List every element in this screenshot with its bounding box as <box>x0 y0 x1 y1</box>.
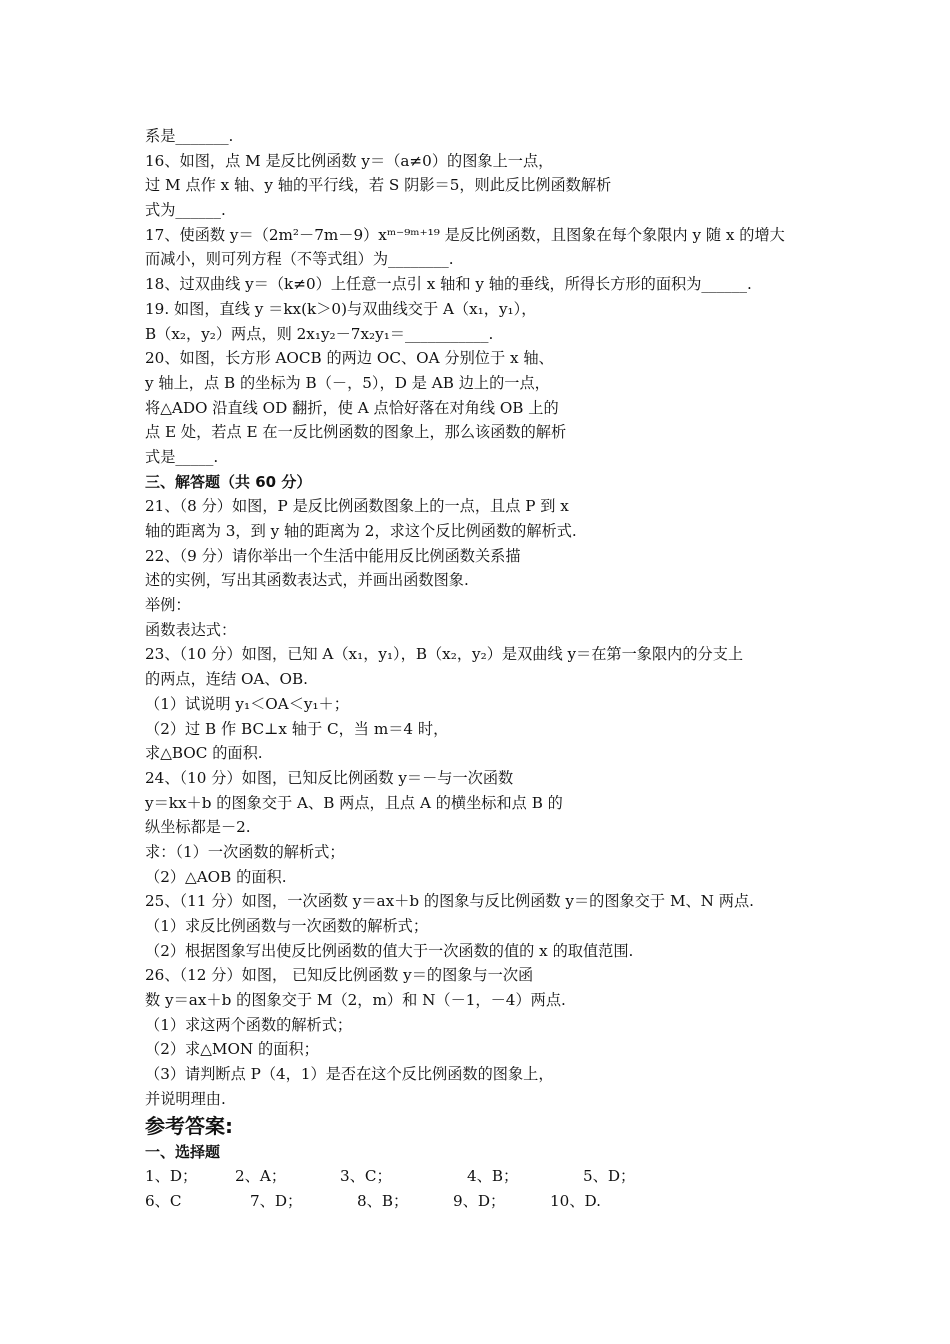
text-line: （1）求反比例函数与一次函数的解析式； <box>145 917 429 935</box>
text-line: 函数表达式： <box>145 620 237 639</box>
text-line: 轴的距离为 3，到 y 轴的距离为 2，求这个反比例函数的解析式. <box>145 522 577 540</box>
text-line: 系是_______. <box>145 127 234 145</box>
answer-row-1 <box>145 1164 825 1189</box>
text-line: 并说明理由. <box>145 1089 226 1108</box>
section-heading-1: 一、选择题 <box>145 1142 221 1161</box>
question-22: 22、（9 分）请你举出一个生活中能用反比例函数关系描 <box>145 546 521 565</box>
answer-item: 8、B； <box>357 1191 409 1210</box>
text-line: （3）请判断点 P（4，1）是否在这个反比例函数的图象上， <box>145 1065 554 1084</box>
question-17: 17、使函数 y＝（2m²－7m－9）xᵐ⁻⁹ᵐ⁺¹⁹ 是反比例函数，且图象在每个象限内 y 随 x 的增大 <box>145 225 785 244</box>
text-line: 式为______. <box>145 201 226 220</box>
document-page <box>145 124 825 1214</box>
text-line: y 轴上，点 B 的坐标为 B（－，5），D 是 AB 边上的一点， <box>145 373 550 392</box>
answers-heading: 参考答案: <box>145 1113 233 1138</box>
answer-item: 1、D； <box>145 1167 198 1186</box>
question-25: 25、（11 分）如图，一次函数 y＝ax＋b 的图象与反比例函数 y＝的图象交于 M、N 两点. <box>145 892 754 911</box>
question-24: 24、（10 分）如图，已知反比例函数 y＝－与一次函数 <box>145 768 514 787</box>
text-line: 将△ADO 沿直线 OD 翻折，使 A 点恰好落在对角线 OB 上的 <box>145 398 559 417</box>
text-line: （2）求△MON 的面积； <box>145 1040 319 1059</box>
question-18: 18、过双曲线 y＝（k≠0）上任意一点引 x 轴和 y 轴的垂线，所得长方形的面积为______. <box>145 275 752 294</box>
text-line: 的两点，连结 OA、OB. <box>145 670 308 689</box>
answer-item: 7、D； <box>250 1191 303 1210</box>
text-line: 点 E 处，若点 E 在一反比例函数的图象上，那么该函数的解析 <box>145 423 567 442</box>
text-line: （2）△AOB 的面积. <box>145 867 287 886</box>
question-19: 19. 如图，直线 y ＝kx(k＞0)与双曲线交于 A（x₁，y₁）， <box>145 299 537 318</box>
text-line: 求△BOC 的面积. <box>145 744 263 763</box>
section-heading-3: 三、解答题（共 60 分） <box>145 472 312 491</box>
text-line: （2）过 B 作 BC⊥x 轴于 C，当 m＝4 时， <box>145 719 449 738</box>
answer-item: 4、B； <box>467 1167 519 1186</box>
text-line: 求：（1）一次函数的解析式； <box>145 842 345 861</box>
question-21: 21、（8 分）如图，P 是反比例函数图象上的一点，且点 P 到 x <box>145 497 569 516</box>
text-line: 而减小，则可列方程（不等式组）为________. <box>145 250 454 269</box>
question-23: 23、（10 分）如图，已知 A（x₁，y₁），B（x₂，y₂）是双曲线 y＝在第一象限内的分支上 <box>145 645 744 664</box>
answer-item: 3、C； <box>340 1167 392 1186</box>
question-20: 20、如图，长方形 AOCB 的两边 OC、OA 分别位于 x 轴、 <box>145 349 554 368</box>
text-line: 述的实例，写出其函数表达式，并画出函数图象. <box>145 571 469 590</box>
question-16: 16、如图，点 M 是反比例函数 y＝（a≠0）的图象上一点， <box>145 151 554 170</box>
answer-item: 6、C <box>145 1191 182 1210</box>
text-line: 式是_____. <box>145 447 219 466</box>
text-line: 数 y＝ax＋b 的图象交于 M（2，m）和 N（－1，－4）两点. <box>145 991 566 1010</box>
text-line: 举例： <box>145 596 191 615</box>
answer-item: 2、A； <box>235 1167 287 1186</box>
text-line: （2）根据图象写出使反比例函数的值大于一次函数的值的 x 的取值范围. <box>145 941 634 960</box>
text-line: y＝kx＋b 的图象交于 A、B 两点，且点 A 的横坐标和点 B 的 <box>145 793 563 812</box>
text-line: （1）试说明 y₁＜OA＜y₁＋； <box>145 694 349 713</box>
text-line: 过 M 点作 x 轴、y 轴的平行线，若 S 阴影＝5，则此反比例函数解析 <box>145 176 612 195</box>
question-26: 26、（12 分）如图， 已知反比例函数 y＝的图象与一次函 <box>145 966 534 985</box>
answer-row-2 <box>145 1189 825 1214</box>
text-line: （1）求这两个函数的解析式； <box>145 1015 353 1034</box>
text-line: 纵坐标都是－2. <box>145 818 251 837</box>
answer-item: 9、D； <box>453 1191 506 1210</box>
answer-item: 10、D. <box>550 1191 601 1210</box>
text-line: B（x₂，y₂）两点，则 2x₁y₂－7x₂y₁＝___________. <box>145 324 494 343</box>
answer-item: 5、D； <box>583 1167 636 1186</box>
